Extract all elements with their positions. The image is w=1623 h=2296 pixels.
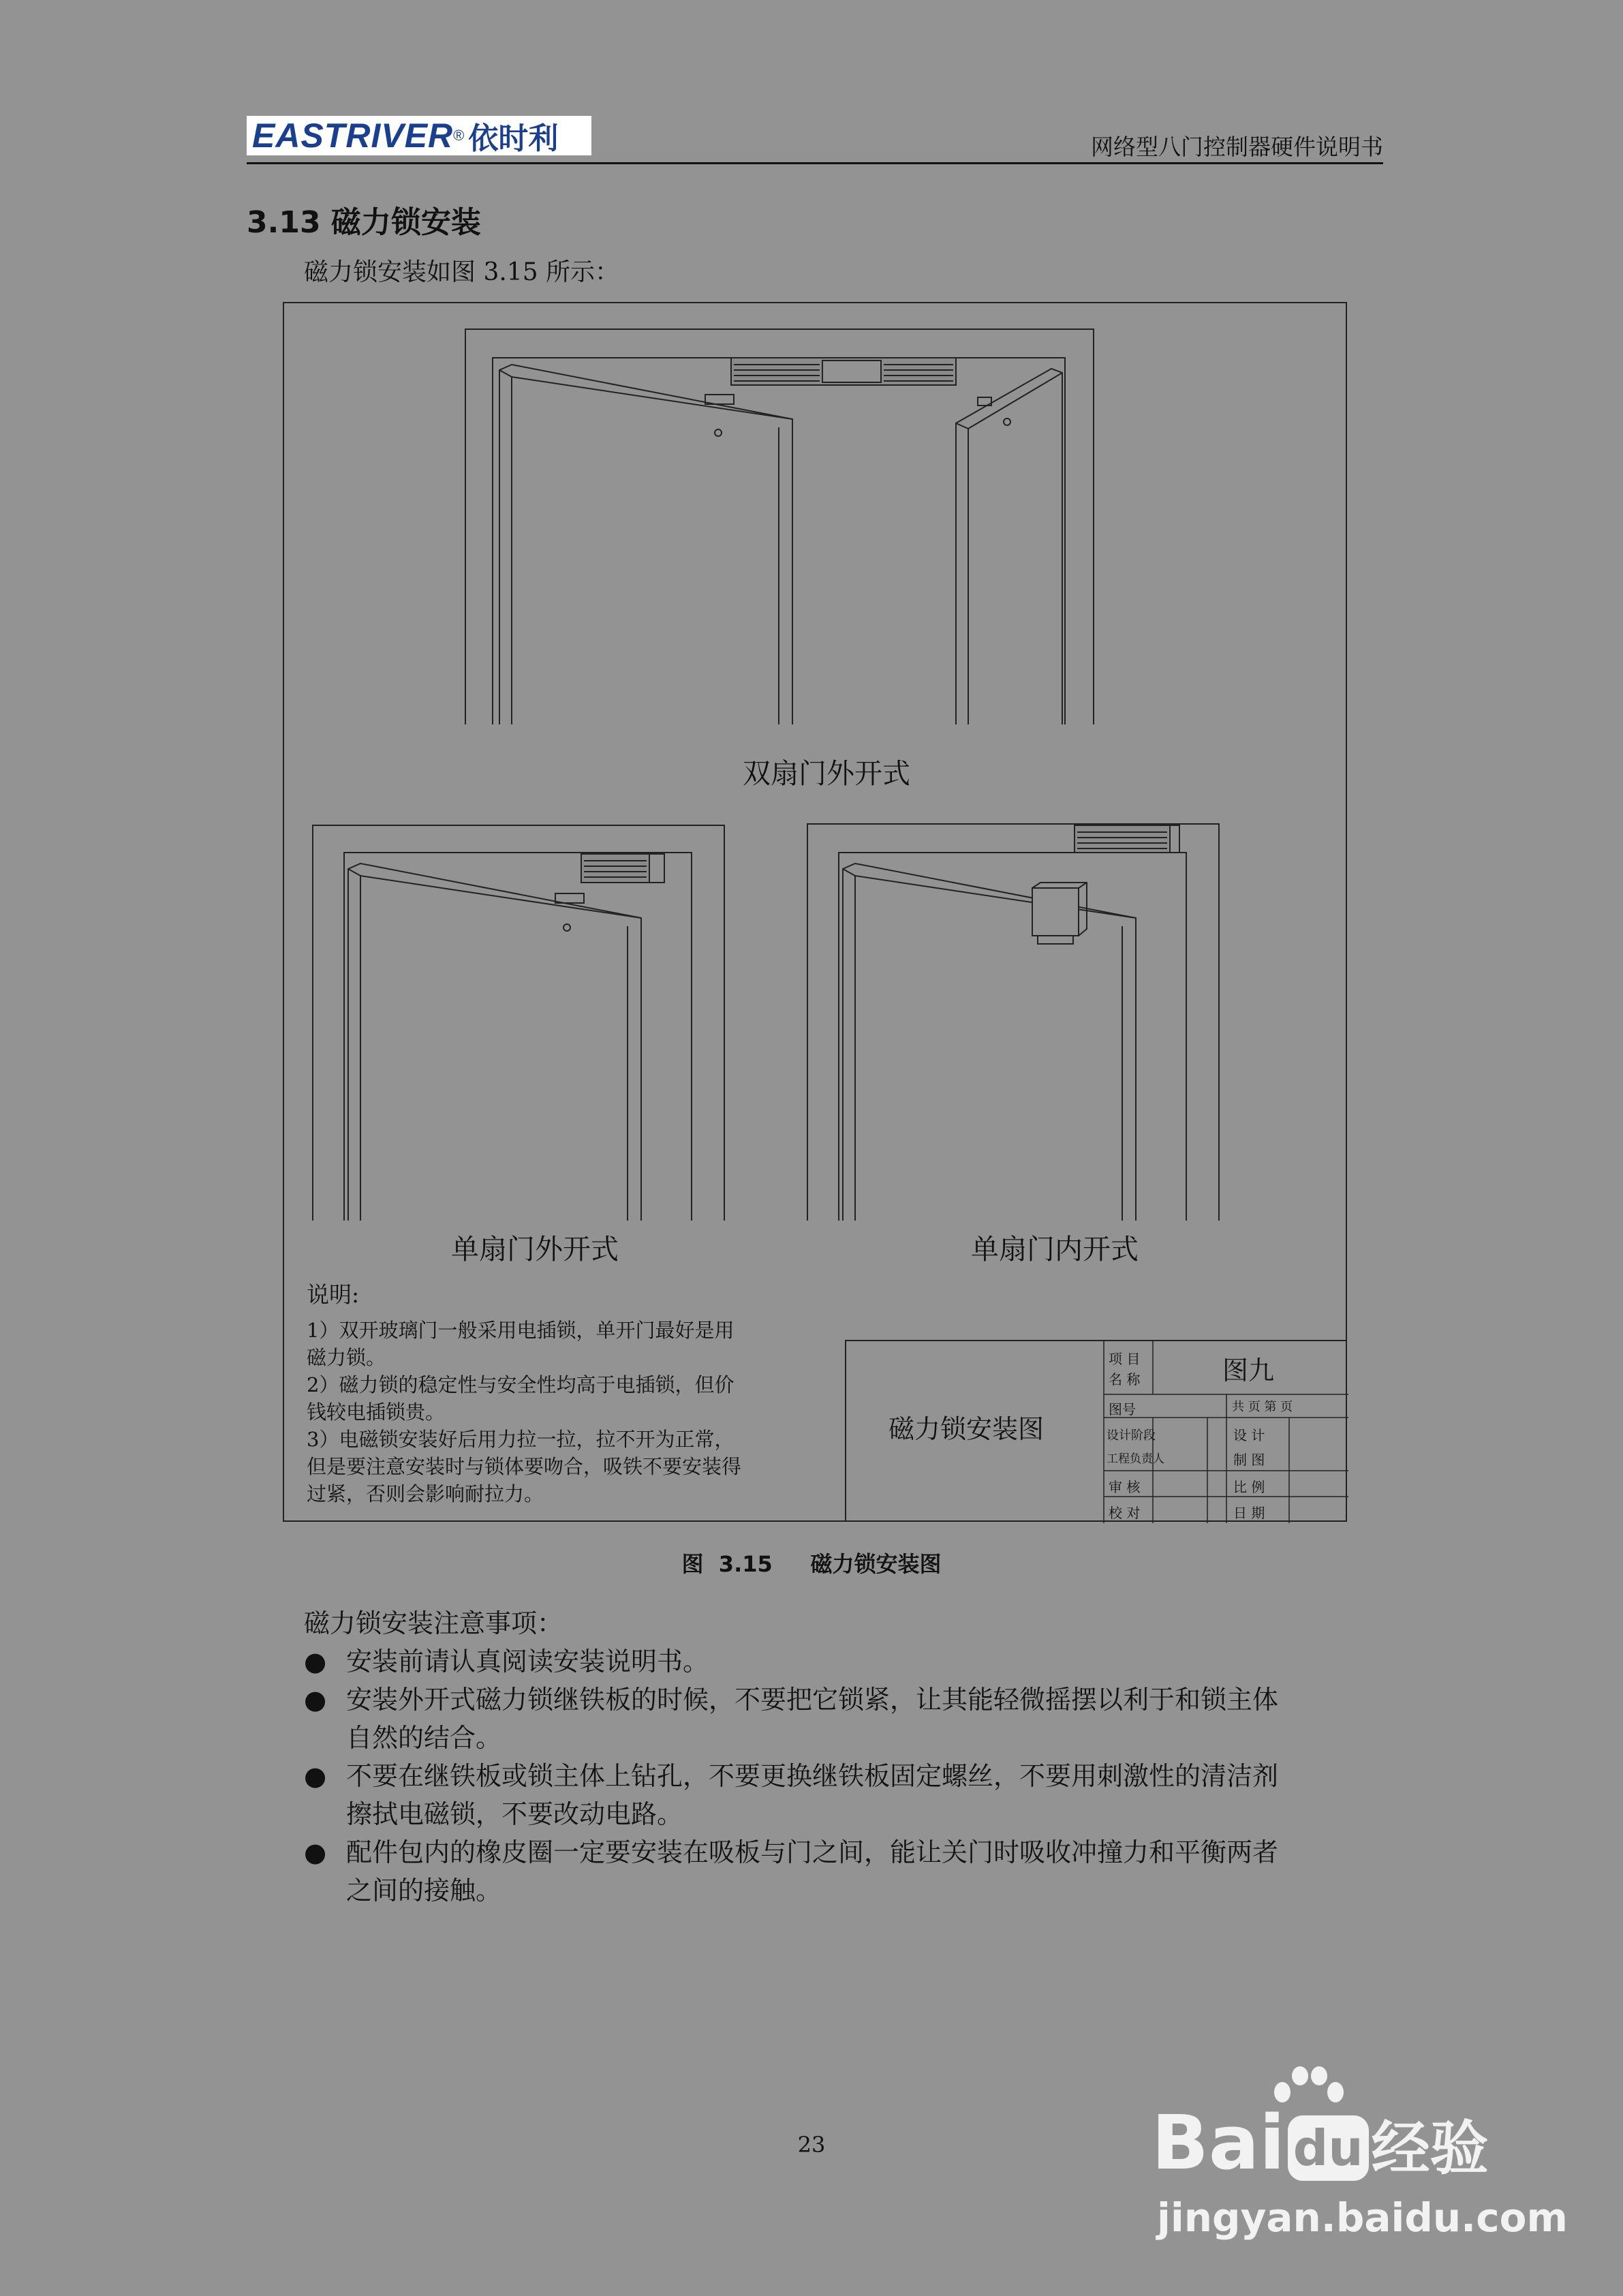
drawing-name: 磁力锁安装图	[888, 1414, 1045, 1444]
notice-item-line: 之间的接触。	[346, 1876, 502, 1905]
label-double-door-outward: 双扇门外开式	[743, 757, 910, 790]
double-door-drawing	[465, 329, 1094, 724]
note-line: 3）电磁锁安装好后用力拉一拉，拉不开为正常，	[307, 1428, 735, 1451]
bullet-icon: ●	[304, 1761, 327, 1791]
tb-review: 审 核	[1109, 1479, 1141, 1495]
tb-scale: 比 例	[1233, 1479, 1265, 1495]
notice-item-line: 配件包内的橡皮圈一定要安装在吸板与门之间，能让关门时吸收冲撞力和平衡两者	[346, 1837, 1279, 1867]
section-intro: 磁力锁安装如图 3.15 所示：	[304, 258, 620, 286]
header-title: 网络型八门控制器硬件说明书	[1091, 134, 1383, 160]
header-divider	[247, 162, 1383, 164]
tb-draw: 制 图	[1233, 1452, 1265, 1468]
notice-item-line: 安装前请认真阅读安装说明书。	[346, 1647, 709, 1677]
notice-title: 磁力锁安装注意事项：	[304, 1608, 563, 1638]
tb-project-lead: 工程负责人	[1107, 1452, 1164, 1466]
note-line: 2）磁力锁的稳定性与安全性均高于电插锁，但价	[307, 1373, 735, 1396]
note-line: 钱较电插锁贵。	[307, 1400, 446, 1424]
note-line: 磁力锁。	[307, 1346, 386, 1369]
single-door-outward-drawing	[313, 825, 724, 1221]
note-line: 但是要注意安装时与锁体要吻合，吸铁不要安装得	[307, 1455, 742, 1478]
notice-item	[304, 1833, 1387, 1910]
drawing-title-block	[845, 1340, 1347, 1522]
notice-item-line: 不要在继铁板或锁主体上钻孔，不要更换继铁板固定螺丝，不要用刺激性的清洁剂	[346, 1761, 1279, 1791]
watermark-cn: 经验	[1371, 2115, 1489, 2183]
watermark-brand-bai: Bai	[1151, 2099, 1285, 2186]
tb-drawing-no: 图号	[1109, 1401, 1136, 1418]
company-logo	[247, 116, 591, 155]
bullet-icon: ●	[304, 1837, 327, 1867]
watermark-url: jingyan.baidu.com	[1157, 2194, 1568, 2241]
logo-english: EASTRIVER	[252, 117, 454, 155]
notice-item	[304, 1642, 1387, 1681]
tb-item-label-2: 名 称	[1109, 1371, 1141, 1388]
label-single-door-inward: 单扇门内开式	[971, 1233, 1139, 1266]
tb-design: 设 计	[1233, 1427, 1265, 1443]
logo-registered-mark: ®	[453, 127, 465, 144]
bullet-icon: ●	[304, 1647, 327, 1677]
note-line: 过紧，否则会影响耐拉力。	[307, 1482, 544, 1505]
notice-item	[304, 1681, 1387, 1757]
tb-check: 校 对	[1109, 1505, 1141, 1521]
section-title: 3.13 磁力锁安装	[247, 205, 481, 240]
notice-item-line: 自然的结合。	[346, 1723, 502, 1753]
logo-chinese: 依时利	[468, 121, 559, 156]
notes-title: 说明:	[307, 1281, 360, 1308]
notice-item-line: 擦拭电磁锁，不要改动电路。	[346, 1799, 683, 1829]
notice-item	[304, 1757, 1387, 1833]
tb-item-label-1: 项 目	[1109, 1351, 1141, 1367]
note-line: 1）双开玻璃门一般采用电插锁，单开门最好是用	[307, 1319, 735, 1342]
tb-date: 日 期	[1233, 1505, 1265, 1521]
watermark-brand	[1151, 2099, 1489, 2186]
tb-sheets: 共 页 第 页	[1232, 1400, 1293, 1414]
page-number: 23	[797, 2132, 826, 2158]
notice-item-line: 安装外开式磁力锁继铁板的时候，不要把它锁紧，让其能轻微摇摆以利于和锁主体	[346, 1685, 1279, 1715]
single-door-inward-drawing	[807, 824, 1219, 1221]
figure-caption: 图 3.15 磁力锁安装图	[681, 1551, 942, 1577]
bullet-icon: ●	[304, 1685, 327, 1715]
tb-item-value: 图九	[1222, 1356, 1275, 1386]
figure-notes	[307, 1281, 811, 1507]
label-single-door-outward: 单扇门外开式	[451, 1233, 619, 1266]
watermark-brand-du: du	[1288, 2115, 1369, 2181]
tb-design-stage: 设计阶段	[1107, 1428, 1156, 1443]
